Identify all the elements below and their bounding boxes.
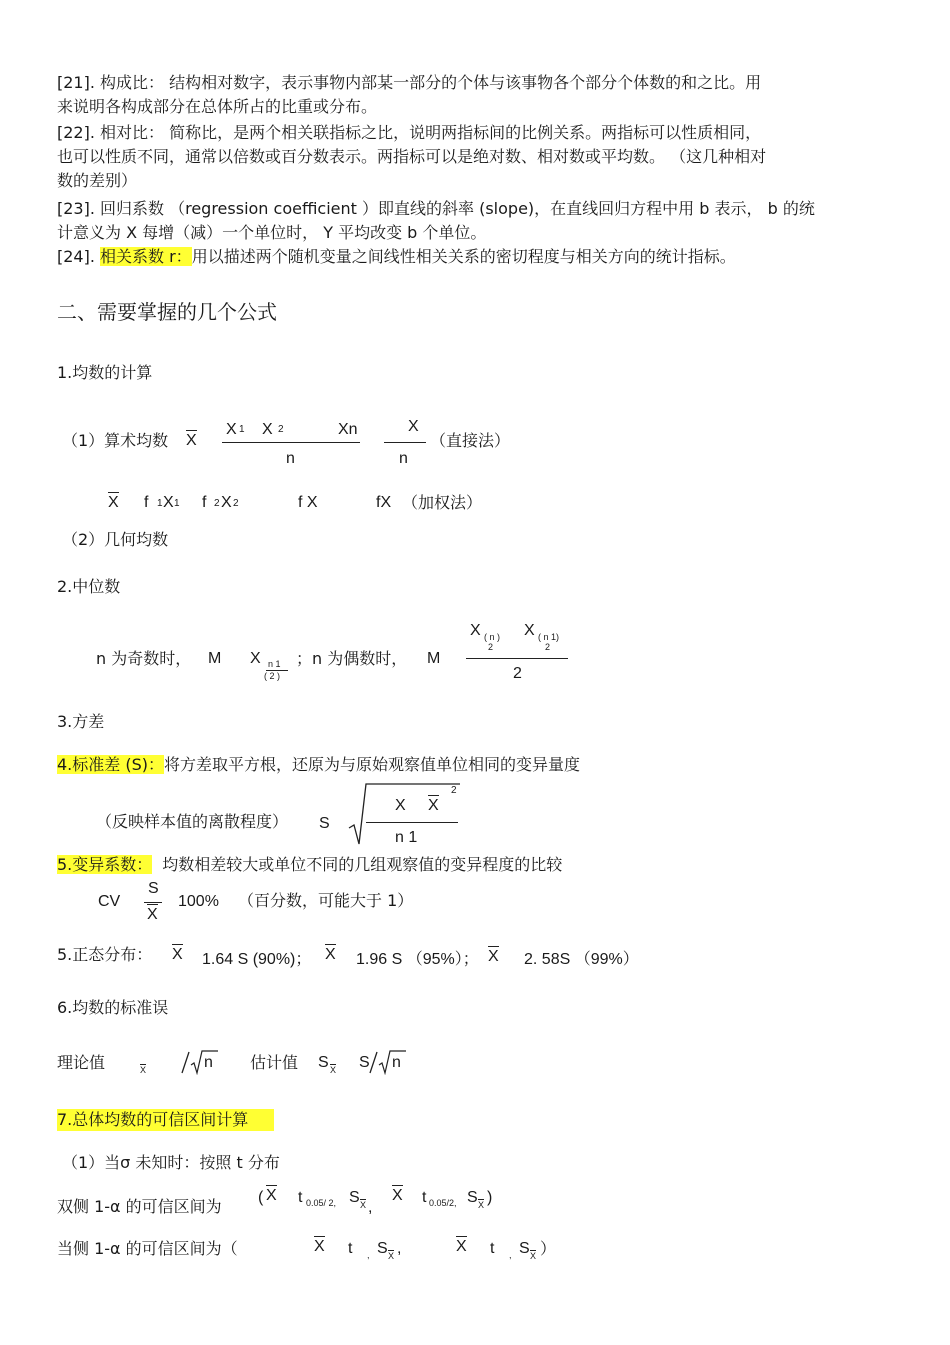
x-bar-symbol: X xyxy=(108,494,119,511)
def-24-rest: 用以描述两个随机变量之间线性相关关系的密切程度与相关方向的统计指标。 xyxy=(191,247,736,266)
cv-desc: 均数相差较大或单位不同的几组观察值的变异程度的比较 xyxy=(162,855,563,874)
fraction-bar xyxy=(366,822,458,823)
subscript-1: 1 xyxy=(239,424,245,435)
def-24-highlight: 相关系数 r： xyxy=(100,247,192,266)
subscript-x-bar: X xyxy=(530,1251,537,1261)
numerator-x: X xyxy=(262,421,273,438)
subscript-1: 1 xyxy=(157,498,163,509)
def-23-line-1: [23]. 回归系数 （regression coefficient ）即直线的斜率 (slope)，在直线回归方程中用 b 表示， b 的统 xyxy=(57,199,815,218)
def-24-prefix: [24]. xyxy=(57,247,101,266)
x-bar-symbol: X xyxy=(456,1238,467,1255)
subscript-2: 2 xyxy=(488,642,494,652)
comma: , xyxy=(367,1250,370,1260)
ci-case: （1）当σ 未知时：按照 t 分布 xyxy=(62,1153,280,1172)
arith-mean-label: （1）算术均数 xyxy=(62,431,169,450)
ci-s: S xyxy=(349,1189,360,1206)
sd-desc: 将方差取平方根，还原为与原始观察值单位相同的变异量度 xyxy=(164,755,581,774)
x-bar-symbol: X xyxy=(314,1238,325,1255)
def-22-line-1: [22]. 相对比： 简称比，是两个相关联指标之比，说明两指标间的比例关系。两指标可以性质相同， xyxy=(57,123,762,142)
superscript-2: 2 xyxy=(451,785,457,796)
def-22-line-2: 也可以性质不同，通常以倍数或百分数表示。两指标可以是绝对数、相对数或平均数。 （这几种相对 xyxy=(57,147,767,166)
mean-title: 1.均数的计算 xyxy=(57,363,153,382)
numerator-xn: Xn xyxy=(338,421,358,438)
sd-symbol-s: S xyxy=(319,815,330,832)
subscript-x-bar: X xyxy=(140,1065,147,1075)
subscript-2: 2 xyxy=(233,498,239,509)
median-m: M xyxy=(427,650,441,667)
divide-sqrt-n xyxy=(180,1049,220,1075)
ci-t: t xyxy=(348,1240,353,1257)
sd-note: （反映样本值的离散程度） xyxy=(96,812,289,831)
variance-title: 3.方差 xyxy=(57,712,105,731)
ci-s: S xyxy=(467,1189,478,1206)
ci-s: S xyxy=(377,1240,388,1257)
normal-range-95: 1.96 S （95%）； xyxy=(356,951,479,968)
close-paren: ) xyxy=(487,1189,493,1206)
median-m: M xyxy=(208,650,222,667)
x-bar-symbol: X xyxy=(186,432,197,449)
se-estimate-label: 估计值 xyxy=(250,1053,299,1072)
def-21-line-1: [21]. 构成比： 结构相对数字，表示事物内部某一部分的个体与该事物各个部分个体数的和之比。用 xyxy=(57,73,762,92)
fraction-bar xyxy=(144,902,162,903)
cv-symbol: CV xyxy=(98,893,121,910)
weight-f: f xyxy=(144,494,149,511)
definition-24 xyxy=(57,246,736,268)
sum-fx: fX xyxy=(376,494,392,511)
subscript-2: 2 xyxy=(545,642,551,652)
subscript-n-plus-1: n 1 xyxy=(268,659,281,669)
cv-title: 5.变异系数： xyxy=(57,855,153,874)
def-21-line-2: 来说明各构成部分在总体所占的比重或分布。 xyxy=(57,97,378,116)
divide-sqrt-n xyxy=(368,1049,408,1075)
numerator-x: X xyxy=(226,421,237,438)
x-bar-symbol: X xyxy=(266,1187,277,1204)
cv-percent: 100% xyxy=(178,893,219,910)
x-bar-symbol: X xyxy=(147,906,158,923)
median-x-even: X xyxy=(524,622,535,639)
subscript-x-bar: X xyxy=(360,1200,367,1210)
subscript-n-over-2: ( n ) xyxy=(484,632,501,642)
comma: , xyxy=(368,1199,373,1216)
subscript-n-over-2-plus-1: ( n 1) xyxy=(538,632,560,642)
median-x-odd: X xyxy=(250,650,261,667)
ci-t: t xyxy=(298,1189,303,1206)
ci-one-sided-label: 当侧 1-α 的可信区间为（ xyxy=(57,1239,238,1258)
x-bar-symbol: X xyxy=(392,1187,403,1204)
open-paren: ( xyxy=(258,1189,264,1206)
sd-title: 4.标准差 (S)： xyxy=(57,755,164,774)
weighted-method-label: （加权法） xyxy=(402,493,483,512)
subscript-x-bar: X xyxy=(388,1251,395,1261)
median-x-even: X xyxy=(470,622,481,639)
ci-title: 7.总体均数的可信区间计算 xyxy=(57,1109,274,1131)
value-x: X xyxy=(221,494,232,511)
geo-mean-label: （2）几何均数 xyxy=(62,530,169,549)
sd-denominator: n 1 xyxy=(395,829,418,846)
def-22-line-3: 数的差别） xyxy=(57,171,138,190)
ci-t: t xyxy=(422,1189,427,1206)
x-bar-symbol: X xyxy=(488,948,499,965)
x-bar-symbol: X xyxy=(172,946,183,963)
subscript-1: 1 xyxy=(174,498,180,509)
ci-t: t xyxy=(490,1240,495,1257)
comma: , xyxy=(397,1240,402,1257)
comma: , xyxy=(509,1250,512,1260)
section-title: 二、需要掌握的几个公式 xyxy=(57,300,277,324)
median-odd-label: n 为奇数时， xyxy=(96,649,192,668)
x-bar-symbol: X xyxy=(428,797,439,814)
ci-t-subscript: 0.05/ 2, xyxy=(306,1198,337,1208)
se-n: n xyxy=(392,1054,401,1071)
subscript-2: 2 xyxy=(278,424,284,435)
close-paren: ） xyxy=(540,1239,557,1258)
se-symbol-s: S xyxy=(359,1054,370,1071)
ci-s: S xyxy=(519,1240,530,1257)
cv-numerator-s: S xyxy=(148,880,159,897)
fraction-bar xyxy=(466,658,568,659)
subscript-x-bar: X xyxy=(478,1200,485,1210)
def-23-line-2: 计意义为 X 每增（减）一个单位时， Y 平均改变 b 个单位。 xyxy=(57,223,487,242)
se-theory-label: 理论值 xyxy=(57,1053,106,1072)
sd-numerator-x: X xyxy=(395,797,406,814)
x-bar-symbol: X xyxy=(325,946,336,963)
ci-t-subscript: 0.05/2, xyxy=(429,1198,457,1208)
median-title: 2.中位数 xyxy=(57,577,121,596)
numerator-x: X xyxy=(408,418,419,435)
denominator-2: 2 xyxy=(513,665,522,682)
se-n: n xyxy=(204,1054,213,1071)
cv-line xyxy=(57,854,562,876)
weight-fk-xk: f X xyxy=(298,494,318,511)
subscript-half: ( 2 ) xyxy=(264,671,281,681)
ci-two-sided-label: 双侧 1-α 的可信区间为 xyxy=(57,1197,222,1216)
denominator-n: n xyxy=(399,450,408,467)
denominator-n: n xyxy=(286,450,295,467)
subscript-2: 2 xyxy=(214,498,220,509)
normal-title: 5.正态分布： xyxy=(57,945,153,964)
se-title: 6.均数的标准误 xyxy=(57,998,169,1017)
subscript-x-bar: X xyxy=(330,1065,337,1075)
cv-note: （百分数，可能大于 1） xyxy=(238,891,414,910)
normal-range-90: 1.64 S (90%)； xyxy=(202,951,312,968)
se-symbol-s: S xyxy=(318,1054,329,1071)
sd-line xyxy=(57,754,580,776)
weight-f: f xyxy=(202,494,207,511)
median-even-label: ；n 为偶数时， xyxy=(296,649,408,668)
value-x: X xyxy=(163,494,174,511)
normal-range-99: 2. 58S （99%） xyxy=(524,951,639,968)
direct-method-label: （直接法） xyxy=(430,431,511,450)
fraction-bar xyxy=(384,442,426,443)
fraction-bar xyxy=(222,442,360,443)
